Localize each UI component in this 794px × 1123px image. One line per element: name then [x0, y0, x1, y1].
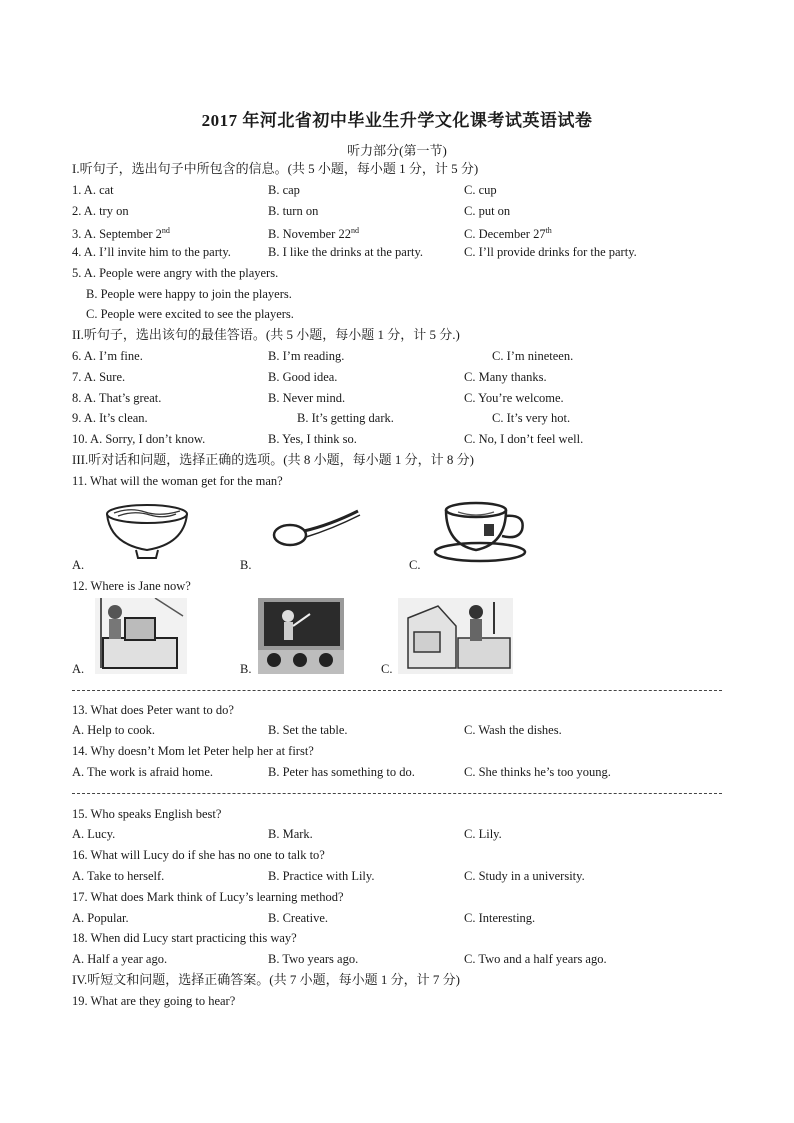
- q4-option-b: B. I like the drinks at the party.: [268, 245, 424, 259]
- q13-question: 13. What does Peter want to do?: [72, 703, 234, 717]
- q3-a-sup: nd: [161, 226, 170, 235]
- q17-question: 17. What does Mark think of Lucy’s learning method?: [72, 890, 344, 904]
- q14-option-b: B. Peter has something to do.: [268, 765, 415, 779]
- q11-question: 11. What will the woman get for the man?: [72, 474, 283, 488]
- q1-option-b: B. cap: [268, 183, 300, 197]
- q15-option-b: B. Mark.: [268, 827, 313, 841]
- q5-option-a: 5. A. People were angry with the players.: [72, 266, 279, 280]
- page-title: 2017 年河北省初中毕业生升学文化课考试英语试卷: [201, 111, 593, 130]
- q16-option-b: B. Practice with Lily.: [268, 869, 375, 883]
- q8-option-c: C. You’re welcome.: [464, 391, 564, 405]
- q11-label-c: C.: [409, 558, 421, 572]
- q11-label-a: A.: [72, 558, 85, 572]
- q18-option-c: C. Two and a half years ago.: [464, 952, 607, 966]
- q8-option-b: B. Never mind.: [268, 391, 346, 405]
- q14-option-c: C. She thinks he’s too young.: [464, 765, 611, 779]
- q3-option-a: [72, 222, 170, 240]
- q15-question: 15. Who speaks English best?: [72, 807, 222, 821]
- home-sofa-image: [398, 598, 513, 674]
- q12-question: 12. Where is Jane now?: [72, 579, 191, 593]
- q7-option-c: C. Many thanks.: [464, 370, 547, 384]
- q18-option-a: A. Half a year ago.: [72, 952, 168, 966]
- q2-option-b: B. turn on: [268, 204, 319, 218]
- q9-option-c: C. It’s very hot.: [492, 411, 571, 425]
- page-subtitle: 听力部分(第一节): [347, 143, 447, 158]
- q17-option-a: A. Popular.: [72, 911, 129, 925]
- q3-b-sup: nd: [350, 226, 359, 235]
- q7-option-a: 7. A. Sure.: [72, 370, 126, 384]
- q16-question: 16. What will Lucy do if she has no one to talk to?: [72, 848, 325, 862]
- q13-option-a: A. Help to cook.: [72, 723, 155, 737]
- q4-option-a: 4. A. I’ll invite him to the party.: [72, 245, 231, 259]
- q13-option-b: B. Set the table.: [268, 723, 348, 737]
- q6-option-c: C. I’m nineteen.: [492, 349, 574, 363]
- classroom-image: [258, 598, 344, 674]
- q2-option-a: 2. A. try on: [72, 204, 129, 218]
- q9-option-b: B. It’s getting dark.: [297, 411, 394, 425]
- q5-option-b: B. People were happy to join the players.: [86, 287, 292, 301]
- q10-option-b: B. Yes, I think so.: [268, 432, 357, 446]
- q8-option-a: 8. A. That’s great.: [72, 391, 162, 405]
- q12-label-b: B.: [240, 662, 252, 676]
- cup-of-tea-image: [432, 498, 530, 564]
- q13-option-c: C. Wash the dishes.: [464, 723, 562, 737]
- office-desk-image: [95, 598, 187, 674]
- section-1-heading: I.听句子，选出句子中所包含的信息。(共 5 小题，每小题 1 分，计 5 分): [72, 161, 479, 176]
- q14-option-a: A. The work is afraid home.: [72, 765, 214, 779]
- bowl-of-noodles-image: [100, 500, 195, 562]
- q6-option-b: B. I’m reading.: [268, 349, 345, 363]
- q1-option-c: C. cup: [464, 183, 497, 197]
- q5-option-c: C. People were excited to see the players.: [86, 307, 294, 321]
- q18-option-b: B. Two years ago.: [268, 952, 359, 966]
- q16-option-c: C. Study in a university.: [464, 869, 585, 883]
- q17-option-c: C. Interesting.: [464, 911, 536, 925]
- q14-question: 14. Why doesn’t Mom let Peter help her at first?: [72, 744, 314, 758]
- q16-option-a: A. Take to herself.: [72, 869, 165, 883]
- q3-a-text: 3. A. September 2: [72, 227, 162, 241]
- q9-option-a: 9. A. It’s clean.: [72, 411, 148, 425]
- divider-dashed-1: [72, 690, 722, 691]
- divider-dashed-2: [72, 793, 722, 794]
- q3-b-text: B. November 22: [268, 227, 351, 241]
- q6-option-a: 6. A. I’m fine.: [72, 349, 143, 363]
- q2-option-c: C. put on: [464, 204, 511, 218]
- q1-option-a: 1. A. cat: [72, 183, 114, 197]
- q7-option-b: B. Good idea.: [268, 370, 338, 384]
- q18-question: 18. When did Lucy start practicing this way?: [72, 931, 297, 945]
- q12-label-c: C.: [381, 662, 393, 676]
- q17-option-b: B. Creative.: [268, 911, 329, 925]
- section-2-heading: II.听句子，选出该句的最佳答语。(共 5 小题，每小题 1 分，计 5 分.): [72, 327, 460, 342]
- q3-c-sup: th: [545, 226, 552, 235]
- q15-option-a: A. Lucy.: [72, 827, 116, 841]
- q11-label-b: B.: [240, 558, 252, 572]
- q19-question: 19. What are they going to hear?: [72, 994, 236, 1008]
- q10-option-a: 10. A. Sorry, I don’t know.: [72, 432, 206, 446]
- q3-option-c: [464, 222, 552, 240]
- spoon-image: [270, 505, 365, 550]
- q15-option-c: C. Lily.: [464, 827, 502, 841]
- q3-c-text: C. December 27: [464, 227, 546, 241]
- section-3-heading: III.听对话和问题，选择正确的选项。(共 8 小题，每小题 1 分，计 8 分): [72, 452, 474, 467]
- q10-option-c: C. No, I don’t feel well.: [464, 432, 584, 446]
- q12-label-a: A.: [72, 662, 85, 676]
- q4-option-c: C. I’ll provide drinks for the party.: [464, 245, 637, 259]
- section-4-heading: IV.听短文和问题，选择正确答案。(共 7 小题，每小题 1 分，计 7 分): [72, 972, 460, 987]
- q3-option-b: [268, 222, 359, 240]
